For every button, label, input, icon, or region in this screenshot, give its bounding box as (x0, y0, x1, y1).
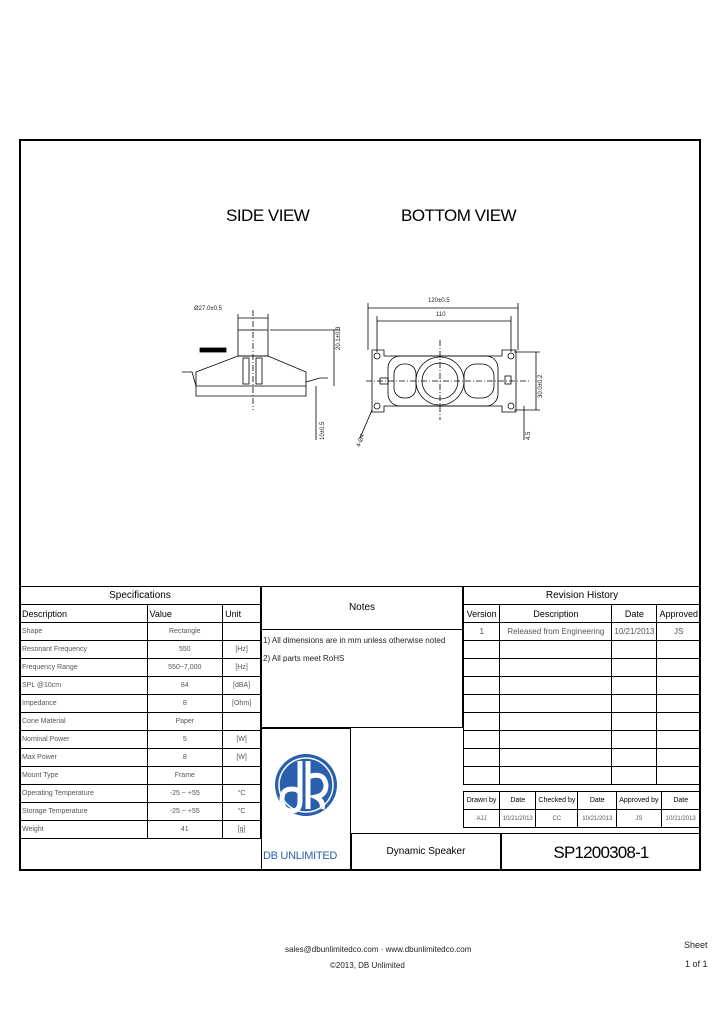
side-top-dim-label: Ø27.0±0.5 (194, 306, 222, 312)
spec-header-description: Description (20, 605, 148, 623)
rev-header-date: Date (612, 605, 657, 623)
spec-row (20, 641, 261, 659)
rev-approved (657, 749, 701, 767)
logo-box (261, 728, 351, 870)
bottom-hole-dim-label: 4-Ø4 (356, 433, 367, 449)
spec-unit: [Hz] (223, 641, 261, 659)
bottom-view-title: BOTTOM VIEW (401, 206, 517, 225)
notes-box (261, 586, 463, 728)
logo-text: DB UNLIMITED (263, 850, 338, 862)
rev-date (612, 767, 657, 785)
revision-body (464, 623, 701, 785)
rev-description (500, 641, 612, 659)
revision-row (464, 677, 701, 695)
spec-value: Paper (147, 713, 223, 731)
rev-description (500, 749, 612, 767)
spec-value: 550~7,000 (147, 659, 223, 677)
spec-row (20, 767, 261, 785)
notes-title: Notes (262, 587, 462, 630)
spec-unit: °C (223, 785, 261, 803)
spec-description: Shape (20, 623, 148, 641)
note-item: 2) All parts meet RoHS (263, 654, 345, 663)
approval-value: AJJ (464, 810, 500, 828)
sheet-label: Sheet (684, 940, 708, 950)
approval-value: 10/21/2013 (578, 810, 617, 828)
rev-version (464, 659, 500, 677)
approval-values (464, 810, 701, 828)
rev-version (464, 641, 500, 659)
rev-date: 10/21/2013 (612, 623, 657, 641)
spec-description: Operating Temperature (20, 785, 148, 803)
db-logo-mark (262, 731, 350, 841)
spec-unit (223, 767, 261, 785)
revision-row (464, 731, 701, 749)
spec-row (20, 749, 261, 767)
part-number: SP1200308-1 (501, 833, 701, 870)
spec-row (20, 821, 261, 839)
revision-row (464, 749, 701, 767)
spec-unit (223, 713, 261, 731)
spec-value: 84 (147, 677, 223, 695)
approval-value: 10/21/2013 (661, 810, 701, 828)
spec-description: Weight (20, 821, 148, 839)
rev-approved (657, 713, 701, 731)
approval-header: Checked by (536, 792, 578, 810)
revision-title: Revision History (464, 587, 701, 605)
spec-row (20, 623, 261, 641)
spec-value: Frame (147, 767, 223, 785)
rev-version: 1 (464, 623, 500, 641)
spec-description: Frequency Range (20, 659, 148, 677)
rev-description (500, 695, 612, 713)
spec-row (20, 731, 261, 749)
notes-list (262, 630, 462, 670)
spec-unit: [Ohm] (223, 695, 261, 713)
rev-version (464, 749, 500, 767)
spec-description: Nominal Power (20, 731, 148, 749)
rev-description (500, 767, 612, 785)
spec-description: Resonant Frequency (20, 641, 148, 659)
revision-row (464, 641, 701, 659)
bottom-hole-tr (508, 353, 514, 359)
approval-header: Approved by (617, 792, 661, 810)
bottom-small-dim-label: 4.5 (526, 431, 532, 440)
rev-date (612, 641, 657, 659)
rev-approved (657, 767, 701, 785)
side-terminal (200, 348, 226, 352)
rev-description: Released from Engineering (500, 623, 612, 641)
rev-header-approved: Approved (657, 605, 701, 623)
revision-row (464, 695, 701, 713)
revision-row (464, 659, 701, 677)
footer-contact: sales@dbunlimitedco.com · www.dbunlimitedco.com (285, 945, 472, 954)
approval-value: 10/21/2013 (500, 810, 536, 828)
revision-row (464, 713, 701, 731)
bottom-inner-dim-label: 110 (436, 312, 446, 318)
rev-date (612, 677, 657, 695)
spec-description: Max Power (20, 749, 148, 767)
rev-version (464, 767, 500, 785)
rev-description (500, 659, 612, 677)
side-tab-left (182, 372, 196, 386)
bottom-right-dim-label: 30.0±0.2 (538, 374, 544, 398)
spec-unit: [Hz] (223, 659, 261, 677)
spec-body (20, 623, 261, 839)
spec-row (20, 785, 261, 803)
rev-date (612, 695, 657, 713)
side-frame (196, 356, 306, 386)
rev-date (612, 659, 657, 677)
rev-approved (657, 677, 701, 695)
product-name: Dynamic Speaker (351, 833, 501, 870)
bottom-total-dim-label: 120±0.5 (428, 298, 450, 304)
approval-header: Date (661, 792, 701, 810)
spec-row (20, 659, 261, 677)
approval-header: Date (578, 792, 617, 810)
spec-description: Mount Type (20, 767, 148, 785)
rev-approved: JS (657, 623, 701, 641)
spec-unit: [W] (223, 731, 261, 749)
spec-row (20, 803, 261, 821)
spec-unit: [W] (223, 749, 261, 767)
rev-version (464, 695, 500, 713)
rev-approved (657, 731, 701, 749)
approval-headers (464, 792, 701, 810)
side-bottom-dim-label: 10±0.5 (320, 421, 326, 440)
bottom-view-drawing (360, 303, 540, 440)
rev-version (464, 731, 500, 749)
side-right-dim-label: 20.1±0.3 (336, 326, 342, 350)
rev-approved (657, 659, 701, 677)
spec-header-unit: Unit (223, 605, 261, 623)
spec-description: Impedance (20, 695, 148, 713)
revision-row (464, 623, 701, 641)
side-view-title: SIDE VIEW (226, 206, 310, 225)
side-slot-left (243, 358, 249, 384)
approval-header: Date (500, 792, 536, 810)
rev-date (612, 713, 657, 731)
spec-value: -25 ~ +55 (147, 803, 223, 821)
spec-unit: °C (223, 803, 261, 821)
approval-header: Drawn by (464, 792, 500, 810)
spec-value: 5 (147, 731, 223, 749)
approval-value: CC (536, 810, 578, 828)
bottom-terminal-right (505, 376, 511, 384)
rev-description (500, 677, 612, 695)
spec-title: Specifications (20, 587, 261, 605)
approval-table (463, 791, 701, 828)
spec-description: SPL @10cm (20, 677, 148, 695)
bottom-hole-tl (374, 353, 380, 359)
rev-approved (657, 641, 701, 659)
spec-unit: [dBA] (223, 677, 261, 695)
footer-copyright: ©2013, DB Unlimited (330, 961, 405, 970)
specifications-table (19, 586, 261, 839)
spec-value: Rectangle (147, 623, 223, 641)
spec-value: 8 (147, 695, 223, 713)
rev-header-version: Version (464, 605, 500, 623)
approval-value: JS (617, 810, 661, 828)
sheet-value: 1 of 1 (685, 959, 708, 969)
spec-value: 550 (147, 641, 223, 659)
revision-row (464, 767, 701, 785)
spec-unit: [g] (223, 821, 261, 839)
rev-description (500, 713, 612, 731)
revision-table (463, 586, 701, 785)
note-item: 1) All dimensions are in mm unless otherwise noted (263, 636, 446, 645)
spec-value: -25 ~ +55 (147, 785, 223, 803)
rev-approved (657, 695, 701, 713)
spec-row (20, 713, 261, 731)
bottom-hole-bl (374, 403, 380, 409)
rev-version (464, 713, 500, 731)
spec-unit (223, 623, 261, 641)
rev-header-description: Description (500, 605, 612, 623)
spec-value: 41 (147, 821, 223, 839)
rev-date (612, 749, 657, 767)
spec-description: Storage Temperature (20, 803, 148, 821)
side-base (196, 386, 306, 396)
side-slot-right (256, 358, 262, 384)
side-view-drawing (182, 310, 340, 440)
rev-description (500, 731, 612, 749)
rev-date (612, 731, 657, 749)
spec-value: 8 (147, 749, 223, 767)
spec-row (20, 677, 261, 695)
rev-version (464, 677, 500, 695)
spec-header-value: Value (147, 605, 223, 623)
side-tab-right (306, 378, 328, 382)
bottom-hole-br (508, 403, 514, 409)
spec-description: Cone Material (20, 713, 148, 731)
spec-row (20, 695, 261, 713)
